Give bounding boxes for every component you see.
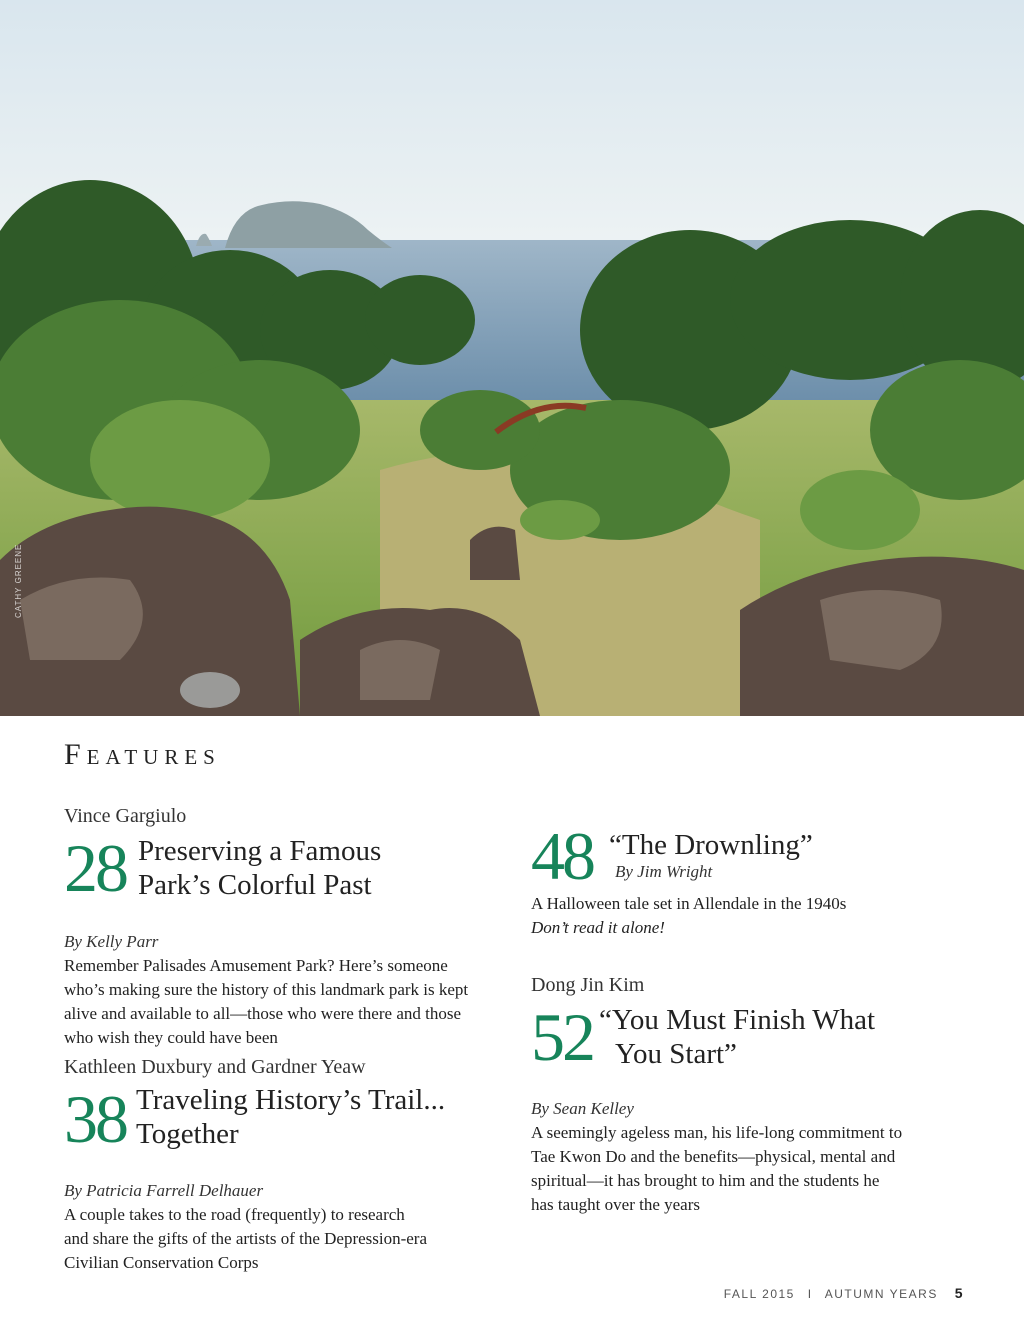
footer-page-number: 5 bbox=[954, 1285, 964, 1301]
article-byline: By Patricia Farrell Delhauer bbox=[64, 1181, 264, 1200]
page-number-label: 48 bbox=[531, 818, 593, 894]
article-headline: “The Drownling” bbox=[609, 829, 813, 861]
article-description: Tae Kwon Do and the benefits—physical, mental and bbox=[531, 1147, 896, 1166]
page-number-label: 28 bbox=[64, 830, 126, 906]
feature-article-48[interactable] bbox=[531, 818, 971, 940]
article-description: Remember Palisades Amusement Park? Here’s someone bbox=[64, 956, 448, 975]
article-tagline: Don’t read it alone! bbox=[531, 918, 665, 937]
article-author: Dong Jin Kim bbox=[531, 974, 645, 996]
article-description: A Halloween tale set in Allendale in the 1940s bbox=[531, 894, 847, 913]
article-description: has taught over the years bbox=[531, 1195, 700, 1214]
article-description: alive and available to all—those who were there and those bbox=[64, 1004, 461, 1023]
page-number-label: 38 bbox=[64, 1081, 126, 1157]
feature-article-28[interactable] bbox=[64, 804, 504, 1050]
article-headline: “You Must Finish What bbox=[599, 1004, 876, 1036]
article-author: Kathleen Duxbury and Gardner Yeaw bbox=[64, 1056, 366, 1078]
footer-magazine-name: AUTUMN YEARS bbox=[824, 1287, 938, 1301]
page-footer bbox=[724, 1285, 964, 1301]
feature-article-38[interactable] bbox=[64, 1055, 504, 1275]
article-byline: By Kelly Parr bbox=[64, 932, 159, 951]
article-headline: You Start” bbox=[615, 1038, 737, 1070]
article-description: Civilian Conservation Corps bbox=[64, 1253, 259, 1272]
article-description: and share the gifts of the artists of the Depression-era bbox=[64, 1229, 428, 1248]
article-description: spiritual—it has brought to him and the students he bbox=[531, 1171, 880, 1190]
article-headline: Park’s Colorful Past bbox=[138, 869, 372, 901]
article-byline: By Sean Kelley bbox=[531, 1099, 634, 1118]
article-headline: Traveling History’s Trail... bbox=[136, 1084, 446, 1116]
footer-season: FALL 2015 bbox=[723, 1287, 795, 1301]
article-headline: Preserving a Famous bbox=[138, 835, 382, 867]
article-author: Vince Gargiulo bbox=[64, 805, 187, 827]
section-title: Features bbox=[64, 738, 221, 771]
feature-article-52[interactable] bbox=[531, 973, 971, 1217]
article-description: who’s making sure the history of this landmark park is kept bbox=[64, 980, 469, 999]
article-headline: Together bbox=[136, 1118, 239, 1150]
page-number-label: 52 bbox=[531, 999, 593, 1075]
article-description: A couple takes to the road (frequently) to research bbox=[64, 1205, 405, 1224]
footer-separator: I bbox=[807, 1287, 813, 1301]
article-description: A seemingly ageless man, his life-long commitment to bbox=[531, 1123, 903, 1142]
photo-credit: CATHY GREENE bbox=[14, 543, 23, 618]
article-byline: By Jim Wright bbox=[615, 862, 713, 881]
article-description: who wish they could have been bbox=[64, 1028, 278, 1047]
